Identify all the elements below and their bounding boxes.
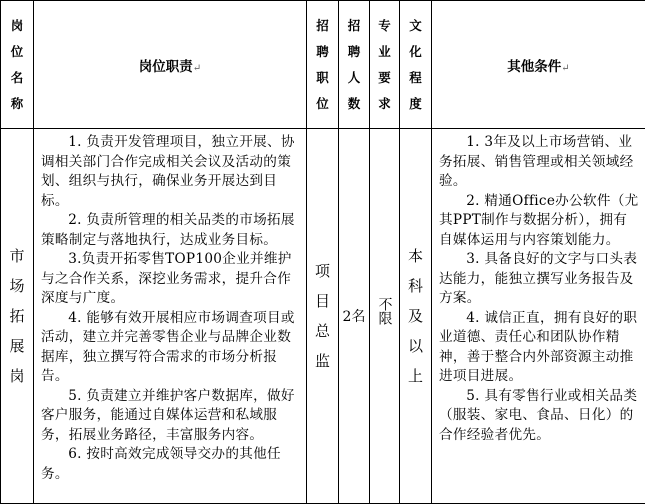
header-recruit-count-char: 数 — [347, 95, 361, 111]
header-major-char: 要 — [378, 69, 391, 85]
position-name-char: 岗 — [9, 367, 25, 385]
header-position-name-char: 称 — [10, 95, 24, 111]
requirement-item: 2. 精通Office办公软件（尤其PPT制作与数据分析），拥有自媒体运用与内容策划能力。 — [439, 192, 639, 248]
header-recruit-count-char: 招 — [347, 17, 361, 33]
header-recruit-position — [307, 1, 339, 129]
cell-position-name — [1, 129, 34, 504]
duty-item: 5. 负责建立并维护客户数据库，做好客户服务，能通过自媒体运营和私域服务，拓展业务路径，丰富服务内容。 — [41, 387, 295, 443]
header-duties-label: 岗位职责 — [138, 58, 193, 75]
position-name-char: 拓 — [9, 307, 25, 325]
duty-item: 1. 负责开发管理项目，独立开展、协调相关部门合作完成相关会议及活动的策划、组织与执行，确保业务开展达到目标。 — [41, 134, 295, 209]
position-name-char: 市 — [9, 247, 25, 265]
header-position-name-char: 名 — [10, 69, 24, 85]
requirement-item: 3. 具备良好的文字与口头表达能力，能独立撰写业务报告及方案。 — [439, 251, 638, 306]
header-education — [400, 1, 432, 129]
header-education-char: 度 — [409, 95, 422, 111]
major-value: 不限 — [376, 297, 393, 325]
header-recruit-count-char: 人 — [347, 69, 361, 85]
header-major-char: 专 — [378, 17, 391, 33]
header-position-name-char: 位 — [10, 43, 24, 59]
header-recruit-position-char: 聘 — [316, 43, 329, 59]
header-recruit-count — [339, 1, 370, 129]
cell-recruit-position — [307, 129, 339, 504]
cell-major — [370, 129, 400, 504]
header-education-char: 程 — [409, 69, 422, 85]
education-char: 上 — [407, 367, 423, 385]
position-name-char: 展 — [9, 337, 25, 355]
cell-other — [432, 129, 645, 504]
header-duties: 岗位职责↵ — [34, 1, 307, 129]
recruit-position-char: 总 — [314, 322, 330, 340]
position-name-char: 场 — [9, 277, 25, 295]
header-major-char: 求 — [378, 95, 391, 111]
header-other-label: 其他条件 — [507, 58, 562, 75]
requirement-item: 4. 诚信正直，拥有良好的职业道德、责任心和团队协作精神，善于整合内外部资源主动推进项目进展。 — [439, 309, 638, 384]
requirement-item: 1. 3年及以上市场营销、业务拓展、销售管理或相关领域经验。 — [439, 134, 634, 189]
education-char: 本 — [407, 247, 423, 265]
education-char: 科 — [407, 277, 423, 295]
header-education-char: 文 — [409, 17, 422, 33]
header-other: 其他条件↵ — [432, 1, 645, 129]
cell-education — [400, 129, 432, 504]
duty-item: 4. 能够有效开展相应市场调查项目或活动，建立并完善零售企业与品牌企业数据库，独立撰写符合需求的市场分析报告。 — [41, 309, 295, 384]
requirement-item: 5. 具有零售行业或相关品类（服装、家电、食品、日化）的合作经验者优先。 — [439, 387, 638, 443]
header-recruit-position-char: 招 — [316, 17, 329, 33]
recruit-position-char: 项 — [314, 262, 330, 280]
duty-item: 3.负责开拓零售TOP100企业并维护与之合作关系，深挖业务需求，提升合作深度与广度。 — [41, 251, 292, 306]
education-char: 以 — [407, 337, 423, 355]
recruit-count-value: 2名 — [342, 309, 366, 325]
header-major-char: 业 — [378, 43, 391, 59]
job-row — [1, 129, 645, 504]
header-recruit-position-char: 职 — [316, 69, 329, 85]
recruit-position-char: 监 — [314, 352, 330, 370]
education-char: 及 — [407, 307, 423, 325]
cell-duties — [34, 129, 307, 504]
header-row — [1, 1, 645, 129]
header-major — [370, 1, 400, 129]
duty-item: 6. 按时高效完成领导交办的其他任务。 — [41, 446, 281, 482]
cell-recruit-count — [339, 129, 370, 504]
header-education-char: 化 — [409, 43, 422, 59]
header-recruit-count-char: 聘 — [347, 43, 361, 59]
recruit-position-char: 目 — [314, 292, 330, 310]
header-position-name — [1, 1, 34, 129]
header-position-name-char: 岗 — [10, 17, 24, 33]
header-recruit-position-char: 位 — [316, 95, 329, 111]
duty-item: 2. 负责所管理的相关品类的市场拓展策略制定与落地执行，达成业务目标。 — [41, 212, 295, 248]
